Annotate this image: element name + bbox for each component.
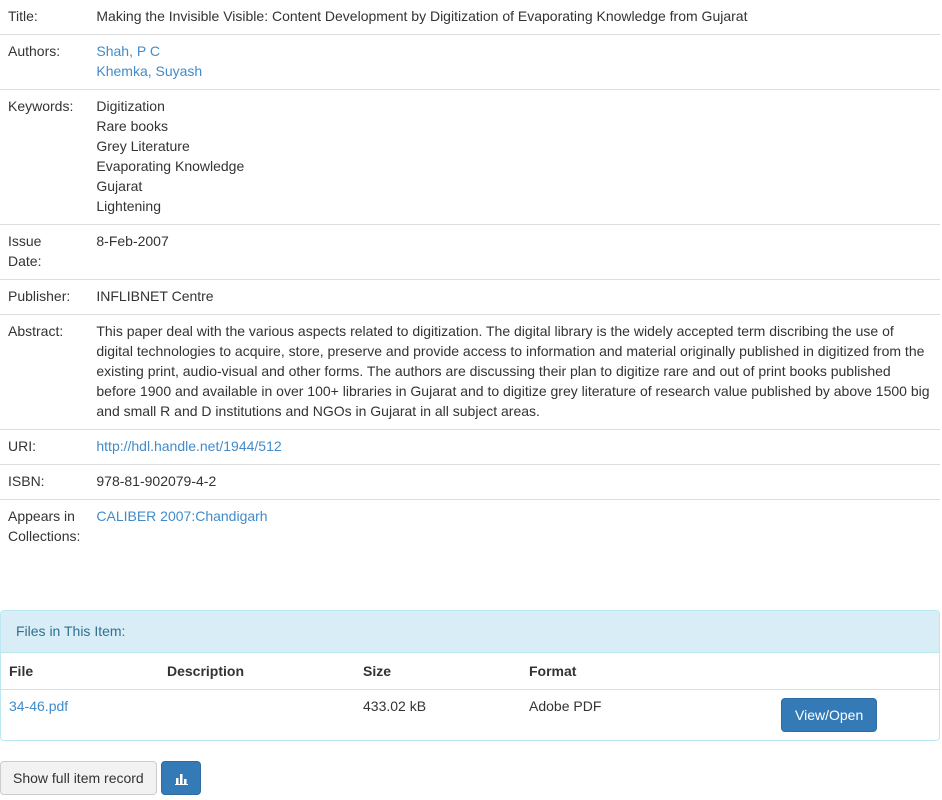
collections-row	[0, 500, 940, 553]
column-header-description: Description	[159, 653, 355, 690]
publisher-label: Publisher:	[0, 280, 88, 315]
keyword: Digitization	[96, 98, 165, 114]
isbn-value: 978-81-902079-4-2	[88, 465, 940, 500]
column-header-action	[767, 653, 939, 690]
title-row	[0, 0, 940, 35]
show-full-record-button[interactable]: Show full item record	[0, 761, 157, 795]
column-header-size: Size	[355, 653, 521, 690]
keyword: Evaporating Knowledge	[96, 158, 245, 174]
authors-label: Authors:	[0, 35, 88, 90]
issue-date-label	[0, 225, 88, 280]
isbn-label: ISBN:	[0, 465, 88, 500]
column-header-format: Format	[521, 653, 767, 690]
authors-list	[88, 35, 940, 90]
statistics-button[interactable]	[161, 761, 201, 795]
keyword: Gujarat	[96, 178, 143, 194]
file-row	[1, 690, 939, 742]
publisher-row	[0, 280, 940, 315]
keyword: Lightening	[96, 198, 161, 214]
authors-row	[0, 35, 940, 90]
title-label: Title:	[8, 8, 38, 24]
isbn-row	[0, 465, 940, 500]
issue-date-row	[0, 225, 940, 280]
keyword: Grey Literature	[96, 138, 190, 154]
files-table	[1, 653, 939, 741]
view-open-button[interactable]: View/Open	[781, 698, 877, 732]
collection-link[interactable]: CALIBER 2007:Chandigarh	[96, 508, 268, 524]
collections-label	[0, 500, 88, 553]
keywords-label: Keywords:	[0, 90, 88, 225]
abstract-row	[0, 315, 940, 430]
title-value: Making the Invisible Visible: Content Development by Digitization of Evaporating Knowledge from Gujarat	[96, 8, 748, 24]
abstract-value: This paper deal with the various aspects related to digitization. The digital library is the widely accepted term discribing the use of digital technologies to acquire, store, preserve and provide access to information and material originally published in digitized from the existing print, audio-visual and other forms. The authors are discussing their plan to digitize rare and out of print books published before 1900 and available in over 100+ libraries in Gujarat and to digitize grey literature of research value published by above 1500 big and small R and D institutions and NGOs in Gujarat in all subject areas.	[88, 315, 940, 430]
uri-row	[0, 430, 940, 465]
abstract-label: Abstract:	[0, 315, 88, 430]
files-header-row	[1, 653, 939, 690]
bar-chart-icon	[175, 772, 188, 785]
files-panel-heading: Files in This Item:	[1, 611, 939, 653]
collections-label-line: Collections:	[8, 528, 81, 544]
file-description	[159, 690, 355, 742]
file-link[interactable]: 34-46.pdf	[9, 698, 69, 714]
file-size: 433.02 kB	[363, 698, 427, 714]
author-link[interactable]: Shah, P C	[96, 43, 160, 59]
issue-date-label-line: Date:	[8, 253, 42, 269]
column-header-file: File	[1, 653, 159, 690]
publisher-value: INFLIBNET Centre	[88, 280, 940, 315]
issue-date-value: 8-Feb-2007	[88, 225, 940, 280]
uri-link[interactable]: http://hdl.handle.net/1944/512	[96, 438, 282, 454]
keywords-list	[88, 90, 940, 225]
issue-date-label-line: Issue	[8, 233, 42, 249]
author-link[interactable]: Khemka, Suyash	[96, 63, 203, 79]
keyword: Rare books	[96, 118, 168, 134]
collections-label-line: Appears in	[8, 508, 75, 524]
file-format: Adobe PDF	[529, 698, 602, 714]
files-panel	[0, 610, 940, 741]
keywords-row	[0, 90, 940, 225]
uri-label: URI:	[0, 430, 88, 465]
